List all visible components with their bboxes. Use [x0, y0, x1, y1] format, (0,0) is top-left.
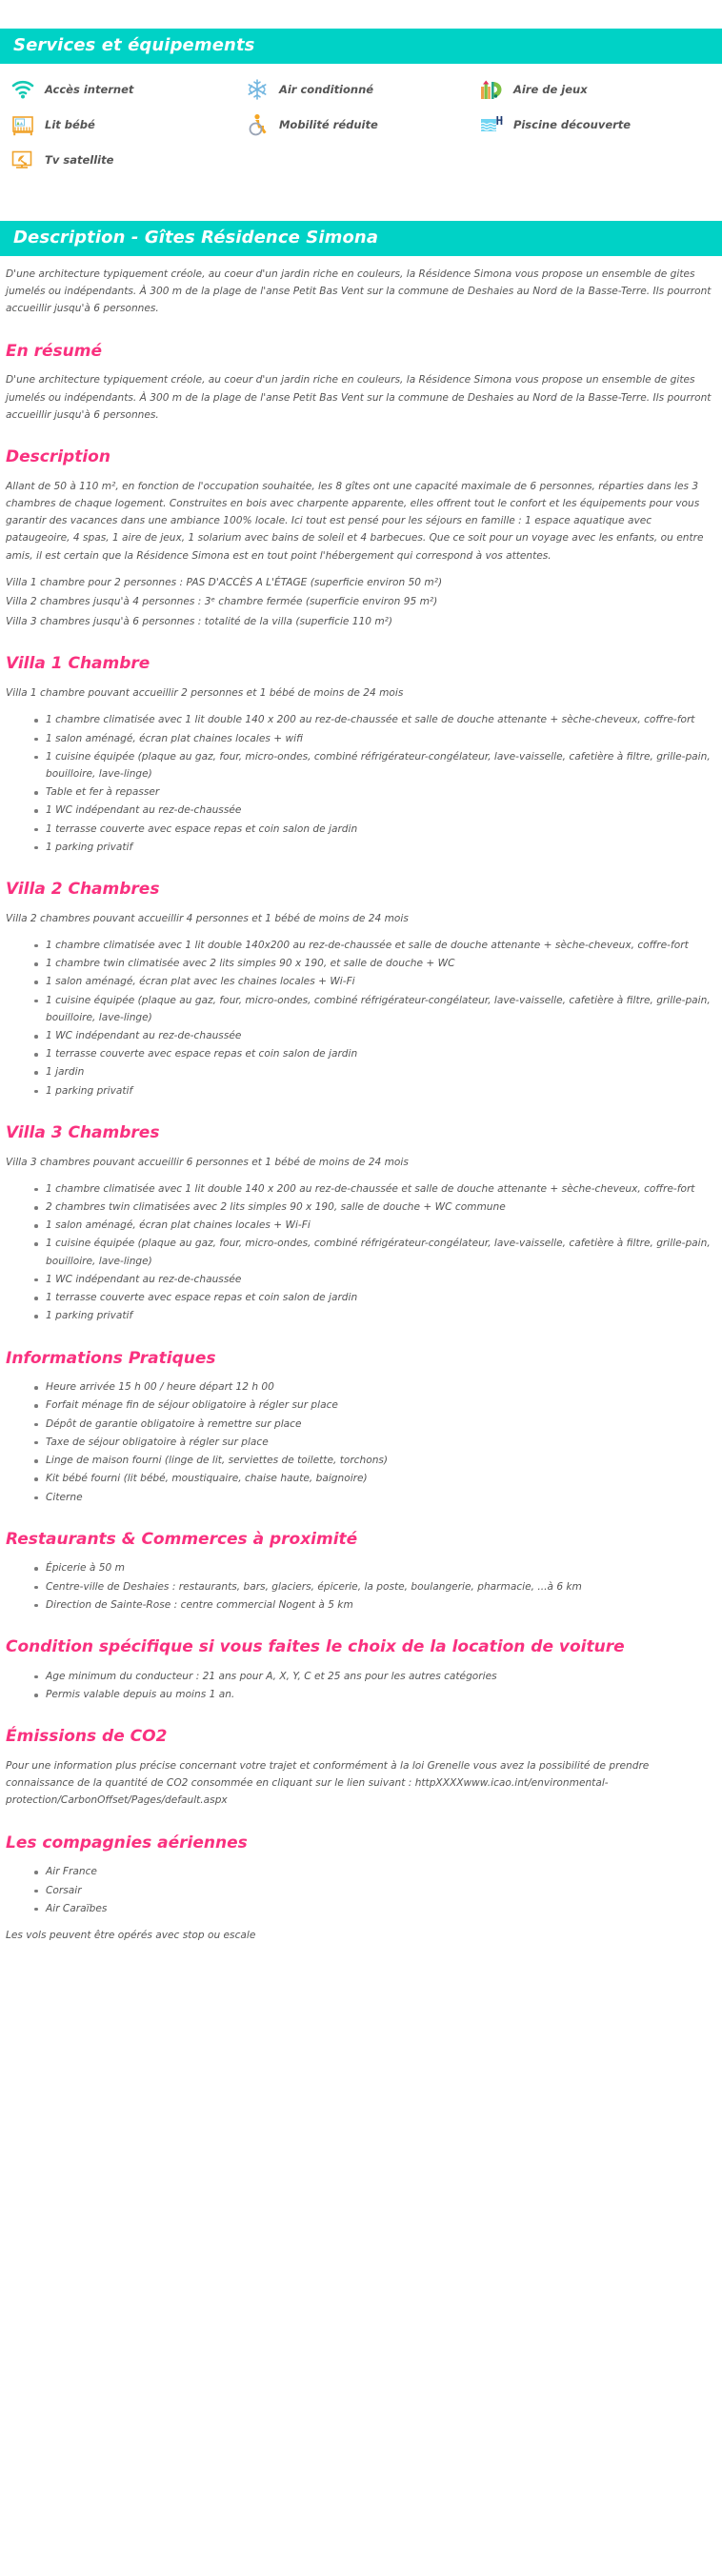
- heading-villa-3-chambres: Villa 3 Chambres: [6, 1122, 160, 1142]
- heading-description: Description: [6, 447, 110, 466]
- villa-1-subtitle: Villa 1 chambre pouvant accueillir 2 personnes et 1 bébé de moins de 24 mois: [6, 687, 404, 700]
- list-item: 1 parking privatif: [34, 839, 714, 856]
- list-item: 1 cuisine équipée (plaque au gaz, four, micro-ondes, combiné réfrigérateur-congélateur, lave-vaisselle, cafetière à filtre, grille-pain, bouilloire, lave-linge): [34, 992, 714, 1026]
- list-item: 1 terrasse couverte avec espace repas et coin salon de jardin: [34, 1289, 714, 1306]
- list-item: 1 chambre climatisée avec 1 lit double 140 x 200 au rez-de-chaussée et salle de douche attenante + sèche-cheveux, coffre-fort: [34, 1180, 714, 1198]
- villa-line: Villa 3 chambres jusqu'à 6 personnes : totalité de la villa (superficie 110 m²): [6, 615, 393, 627]
- amenity-label: Tv satellite: [45, 153, 114, 167]
- amenities-row: [10, 148, 712, 172]
- amenities-row: [10, 112, 712, 137]
- heading-condition-location-voiture: Condition spécifique si vous faites le choix de la location de voiture: [6, 1637, 625, 1657]
- villa-2-list: [6, 937, 714, 1100]
- bottom-spacer: [0, 1953, 722, 1963]
- list-item: Permis valable depuis au moins 1 an.: [34, 1686, 714, 1703]
- list-item: Linge de maison fourni (linge de lit, serviettes de toilette, torchons): [34, 1452, 714, 1469]
- list-item: 1 chambre twin climatisée avec 2 lits simples 90 x 190, et salle de douche + WC: [34, 955, 714, 972]
- villa-3-subtitle: Villa 3 chambres pouvant accueillir 6 personnes et 1 bébé de moins de 24 mois: [6, 1156, 409, 1168]
- informations-pratiques-list: [6, 1378, 714, 1506]
- co2-paragraph: Pour une information plus précise concernant votre trajet et conformément à la loi Grenelle vous avez la possibilité de prendre connaissance de la quantité de CO2 consommée en cliquant sur le lien suivant : httpXXXXwww.icao.int/environmental-protection/CarbonOffset/Pages/default.aspx: [6, 1759, 650, 1807]
- list-item: 1 WC indépendant au rez-de-chaussée: [34, 1027, 714, 1044]
- description-intro-paragraph: D'une architecture typiquement créole, au coeur d'un jardin riche en couleurs, la Résidence Simona vous propose un ensemble de gites jumelés ou indépendants. À 300 m de la plage de l'anse Petit Bas Vent sur la commune de Deshaies au Nord de la Basse-Terre. Ils pourront accueillir jusqu'à 6 personnes.: [6, 268, 712, 315]
- list-item: Épicerie à 50 m: [34, 1559, 714, 1576]
- description-paragraph: Allant de 50 à 110 m², en fonction de l'occupation souhaitée, les 8 gîtes ont une capacité maximale de 6 personnes, réparties dans les 3 chambres de chaque logement. Construites en bois avec charpente apparente, elles offrent tout le confort et les équipements pour vous garantir des vacances dans une ambiance 100% locale. Ici tout est pensé pour les séjours en famille : 1 espace aquatique avec pataugeoire, 4 spas, 1 aire de jeux, 1 solarium avec bains de soleil et 4 barbecues. Que ce soit pour un voyage avec les enfants, ou entre amis, il est certain que la Résidence Simona est en tout point l'hébergement qui correspond à vos attentes.: [6, 480, 704, 562]
- list-item: Direction de Sainte-Rose : centre commercial Nogent à 5 km: [34, 1596, 714, 1614]
- list-item: 1 salon aménagé, écran plat chaines locales + wifi: [34, 730, 714, 747]
- list-item: 1 parking privatif: [34, 1307, 714, 1324]
- list-item: 1 cuisine équipée (plaque au gaz, four, micro-ondes, combiné réfrigérateur-congélateur, lave-vaisselle, cafetière à filtre, grille-pain, bouilloire, lave-linge): [34, 1235, 714, 1269]
- heading-compagnies-aeriennes: Les compagnies aériennes: [6, 1833, 248, 1853]
- restaurants-list: [6, 1559, 714, 1614]
- amenity-label: Aire de jeux: [512, 83, 588, 96]
- list-item: Table et fer à repasser: [34, 783, 714, 801]
- amenities-row: [10, 77, 712, 102]
- services-banner-title: Services et équipements: [0, 29, 722, 64]
- villa-3-list: [6, 1180, 714, 1325]
- list-item: 1 salon aménagé, écran plat avec les chaines locales + Wi-Fi: [34, 973, 714, 990]
- swimming-pool-icon: [478, 112, 505, 137]
- list-item: 1 WC indépendant au rez-de-chaussée: [34, 802, 714, 819]
- resume-paragraph: D'une architecture typiquement créole, au coeur d'un jardin riche en couleurs, la Résidence Simona vous propose un ensemble de gites jumelés ou indépendants. À 300 m de la plage de l'anse Petit Bas Vent sur la commune de Deshaies au Nord de la Basse-Terre. Ils pourront accueillir jusqu'à 6 personnes.: [6, 374, 712, 421]
- villa-1-list: [6, 711, 714, 856]
- top-spacer: [0, 0, 722, 29]
- amenity-tv-satellite: [10, 148, 244, 172]
- description-body: [0, 266, 722, 1944]
- list-item: 1 cuisine équipée (plaque au gaz, four, micro-ondes, combiné réfrigérateur-congélateur, lave-vaisselle, cafetière à filtre, grille-pain, bouilloire, lave-linge): [34, 748, 714, 783]
- list-item: Age minimum du conducteur : 21 ans pour A, X, Y, C et 25 ans pour les autres catégories: [34, 1668, 714, 1685]
- list-item: Citerne: [34, 1489, 714, 1506]
- amenity-label: Accès internet: [45, 83, 134, 96]
- amenity-empty: [244, 148, 478, 172]
- list-item: 1 chambre climatisée avec 1 lit double 140x200 au rez-de-chaussée et salle de douche attenante + sèche-cheveux, coffre-fort: [34, 937, 714, 954]
- amenity-aire-de-jeux: [478, 77, 712, 102]
- list-item: Forfait ménage fin de séjour obligatoire à régler sur place: [34, 1397, 714, 1414]
- compagnies-note: Les vols peuvent être opérés avec stop ou escale: [6, 1929, 256, 1941]
- villa-line: Villa 2 chambres jusqu'à 4 personnes : 3ᵉ chambre fermée (superficie environ 95 m²): [6, 596, 438, 608]
- playground-icon: [478, 77, 505, 102]
- amenity-air-conditionne: [244, 77, 478, 102]
- amenity-acces-internet: [10, 77, 244, 102]
- compagnies-list: [6, 1863, 714, 1917]
- list-item: Taxe de séjour obligatoire à régler sur place: [34, 1434, 714, 1451]
- amenity-empty: [478, 148, 712, 172]
- list-item: 2 chambres twin climatisées avec 2 lits simples 90 x 190, salle de douche + WC commune: [34, 1199, 714, 1216]
- list-item: Corsair: [34, 1882, 714, 1899]
- list-item: 1 salon aménagé, écran plat chaines locales + Wi-Fi: [34, 1217, 714, 1234]
- amenity-label: Piscine découverte: [512, 118, 632, 131]
- condition-voiture-list: [6, 1668, 714, 1703]
- snowflake-icon: [244, 77, 271, 102]
- amenity-label: Mobilité réduite: [278, 118, 378, 131]
- baby-crib-icon: [10, 112, 36, 137]
- amenity-lit-bebe: [10, 112, 244, 137]
- amenity-mobilite-reduite: [244, 112, 478, 137]
- list-item: 1 chambre climatisée avec 1 lit double 140 x 200 au rez-de-chaussée et salle de douche attenante + sèche-cheveux, coffre-fort: [34, 711, 714, 728]
- list-item: 1 terrasse couverte avec espace repas et coin salon de jardin: [34, 821, 714, 838]
- list-item: Air Caraïbes: [34, 1900, 714, 1917]
- heading-emissions-co2: Émissions de CO2: [6, 1727, 168, 1747]
- satellite-tv-icon: [10, 148, 36, 172]
- heading-villa-2-chambres: Villa 2 Chambres: [6, 880, 160, 900]
- description-banner-title: Description - Gîtes Résidence Simona: [0, 221, 722, 256]
- villa-2-subtitle: Villa 2 chambres pouvant accueillir 4 personnes et 1 bébé de moins de 24 mois: [6, 912, 409, 924]
- wifi-icon: [10, 77, 36, 102]
- amenity-label: Air conditionné: [278, 83, 374, 96]
- amenities-grid: [0, 64, 722, 192]
- list-item: 1 WC indépendant au rez-de-chaussée: [34, 1271, 714, 1288]
- amenity-piscine-decouverte: [478, 112, 712, 137]
- villa-line: Villa 1 chambre pour 2 personnes : PAS D'ACCÈS A L'ÉTAGE (superficie environ 50 m²): [6, 576, 443, 588]
- heading-informations-pratiques: Informations Pratiques: [6, 1348, 216, 1368]
- list-item: Dépôt de garantie obligatoire à remettre sur place: [34, 1416, 714, 1433]
- list-item: Kit bébé fourni (lit bébé, moustiquaire, chaise haute, baignoire): [34, 1470, 714, 1487]
- list-item: 1 parking privatif: [34, 1082, 714, 1100]
- list-item: Heure arrivée 15 h 00 / heure départ 12 h 00: [34, 1378, 714, 1396]
- heading-restaurants-commerces: Restaurants & Commerces à proximité: [6, 1529, 358, 1549]
- list-item: Centre-ville de Deshaies : restaurants, bars, glaciers, épicerie, la poste, boulangerie, pharmacie, ...à 6 km: [34, 1578, 714, 1595]
- list-item: 1 jardin: [34, 1063, 714, 1080]
- list-item: Air France: [34, 1863, 714, 1880]
- amenity-label: Lit bébé: [45, 118, 95, 131]
- list-item: 1 terrasse couverte avec espace repas et coin salon de jardin: [34, 1045, 714, 1062]
- heading-en-resume: En résumé: [6, 341, 103, 361]
- heading-villa-1-chambre: Villa 1 Chambre: [6, 654, 150, 674]
- section-gap: [0, 192, 722, 221]
- wheelchair-icon: [244, 112, 271, 137]
